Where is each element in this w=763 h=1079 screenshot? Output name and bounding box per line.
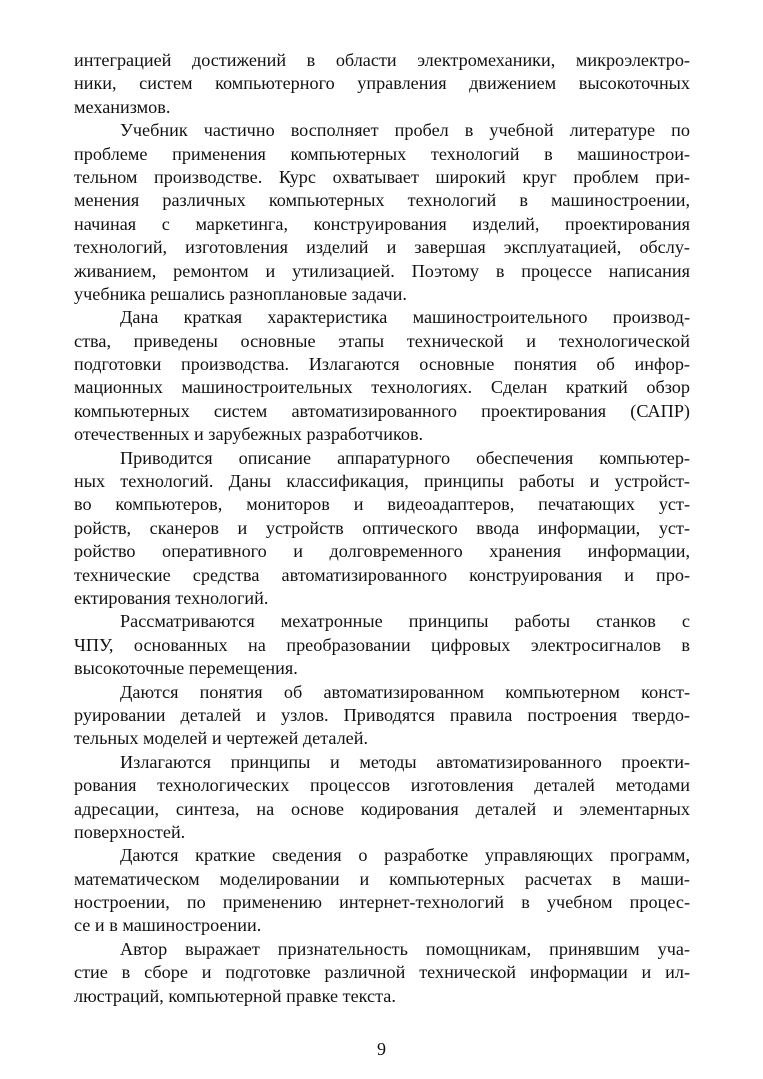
text-line: Излагаются принципы и методы автоматизированного проекти- (120, 751, 690, 772)
text-line: во компьютеров, мониторов и видеоадаптеров, печатающих уст- (74, 494, 690, 515)
page-body (74, 49, 690, 1008)
paragraph-1 (74, 49, 690, 119)
text-line: мационных машиностроительных технологиях. Сделан краткий обзор (74, 377, 690, 398)
text-line: отечественных и зарубежных разработчиков. (74, 424, 424, 445)
paragraph-8 (74, 844, 690, 938)
text-line: начиная с маркетинга, конструирования изделий, проектирования (74, 213, 690, 234)
text-line: ЧПУ, основанных на преобразовании цифровых электросигналов в (74, 634, 690, 655)
text-line: механизмов. (74, 96, 171, 117)
text-line: люстраций, компьютерной правке текста. (74, 985, 396, 1006)
text-line: компьютерных систем автоматизированного проектирования (САПР) (74, 400, 690, 421)
text-line: рования технологических процессов изготовления деталей методами (74, 775, 690, 796)
text-line: ройств, сканеров и устройств оптического ввода информации, уст- (74, 517, 690, 538)
page-number: 9 (377, 1039, 386, 1059)
text-line: ектирования технологий. (74, 587, 269, 608)
text-line: подготовки производства. Излагаются основные понятия об инфор- (74, 354, 690, 375)
text-line: поверхностей. (74, 821, 186, 842)
text-line: ства, приведены основные этапы технической и технологической (74, 330, 690, 351)
text-line: се и в машиностроении. (74, 915, 262, 936)
text-line: стие в сборе и подготовке различной технической информации и ил- (74, 962, 690, 983)
text-line: руировании деталей и узлов. Приводятся правила построения твердо- (74, 704, 690, 725)
text-line: Приводится описание аппаратурного обеспечения компьютер- (120, 447, 690, 468)
text-line: Автор выражает признательность помощникам, принявшим уча- (120, 938, 690, 959)
text-line: ройство оперативного и долговременного хранения информации, (74, 541, 690, 562)
text-line: ностроении, по применению интернет-технологий в учебном процес- (74, 892, 690, 913)
paragraph-5 (74, 610, 690, 680)
paragraph-2 (74, 119, 690, 306)
paragraph-7 (74, 751, 690, 845)
text-line: высокоточные перемещения. (74, 658, 298, 679)
text-line: математическом моделировании и компьютерных расчетах в маши- (74, 868, 690, 889)
paragraph-9 (74, 938, 690, 1008)
text-line: Рассматриваются мехатронные принципы работы станков с (120, 611, 690, 632)
text-line: Дана краткая характеристика машиностроительного производ- (120, 307, 690, 328)
text-line: ных технологий. Даны классификация, принципы работы и устройст- (74, 471, 690, 492)
paragraph-4 (74, 447, 690, 611)
text-line: менения различных компьютерных технологий в машиностроении, (74, 190, 690, 211)
text-line: Даются краткие сведения о разработке управляющих программ, (120, 845, 690, 866)
text-line: технические средства автоматизированного конструирования и про- (74, 564, 690, 585)
text-line: Учебник частично восполняет пробел в учебной литературе по (120, 120, 690, 141)
text-line: тельных моделей и чертежей деталей. (74, 728, 369, 749)
text-line: технологий, изготовления изделий и завершая эксплуатацией, обслу- (74, 237, 690, 258)
text-line: интеграцией достижений в области электромеханики, микроэлектро- (74, 50, 690, 70)
text-line: Даются понятия об автоматизированном компьютерном конст- (120, 681, 690, 702)
text-line: проблеме применения компьютерных технологий в машинострои- (74, 143, 690, 164)
text-line: адресации, синтеза, на основе кодирования деталей и элементарных (74, 798, 690, 819)
paragraph-6 (74, 681, 690, 751)
text-line: тельном производстве. Курс охватывает широкий круг проблем при- (74, 166, 690, 187)
text-line: ники, систем компьютерного управления движением высокоточных (74, 73, 690, 94)
text-line: живанием, ремонтом и утилизацией. Поэтому в процессе написания (74, 260, 690, 281)
text-line: учебника решались разноплановые задачи. (74, 283, 407, 304)
paragraph-3 (74, 306, 690, 446)
